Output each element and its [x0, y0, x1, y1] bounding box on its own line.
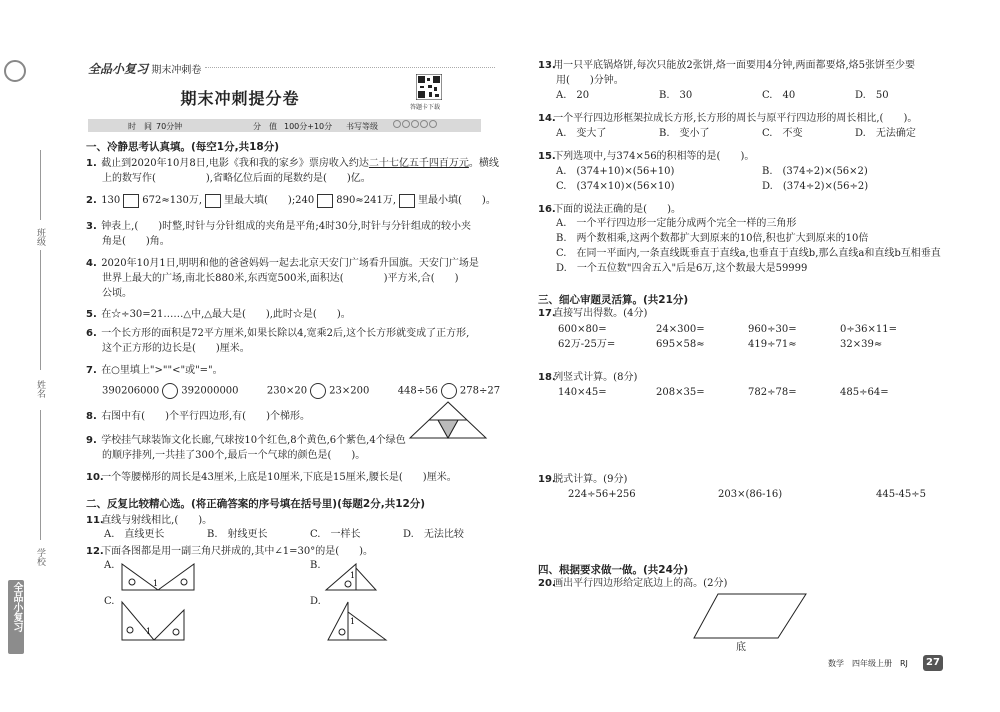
triangle-set-d	[322, 598, 392, 644]
calc: 485÷64=	[840, 387, 889, 398]
svg-text:1: 1	[146, 627, 152, 636]
q9: 9. 学校挂气球装饰文化长廊,气球按10个红色,8个黄色,6个紫色,4个绿色	[86, 435, 406, 446]
q12: 12. 下面各图都是用一副三角尺拼成的,其中∠1=30°的是( )。	[86, 546, 374, 557]
section-1-heading: 一、冷静思考认真填。(每空1分,共18分)	[86, 141, 280, 153]
calc: 600×80=	[558, 324, 607, 335]
q18: 18. 列竖式计算。(8分)	[538, 372, 638, 383]
option-b[interactable]: B. 射线更长	[207, 529, 268, 540]
compare-circle[interactable]	[310, 383, 326, 399]
option-a[interactable]: A. 一个平行四边形一定能分成两个完全一样的三角形	[556, 218, 797, 229]
parallelogram-figure	[690, 590, 810, 642]
option-c[interactable]: C. 在同一平面内,一条直线既垂直于直线a,也垂直于直线b,那么直线a和直线b互相垂直	[556, 248, 941, 259]
q3: 3. 钟表上,( )时整,时针与分针组成的夹角是平角;4时30分,时针与分针组成的较小夹	[86, 221, 471, 232]
calc: 24×300=	[656, 324, 705, 335]
name-line	[40, 250, 41, 370]
option-d[interactable]: D. 50	[855, 90, 889, 101]
q1: 1. 截止到2020年10月8日,电影《我和我的家乡》票房收入约达二十七亿五千四百万元。横线	[86, 158, 499, 169]
q3-line2: 角是( )角。	[102, 236, 170, 247]
option-a[interactable]: A. 20	[556, 90, 590, 101]
q6-line2: 这个正方形的边长是( )厘米。	[102, 343, 250, 354]
grade-label: 书写等级	[346, 122, 378, 131]
score-value: 100分+10分	[284, 122, 333, 131]
calc: 203×(86-16)	[718, 489, 783, 500]
q4: 4. 2020年10月1日,明明和他的爸爸妈妈一起去北京天安门广场看升国旗。天安门广场是	[86, 258, 479, 269]
q1-line2: 上的数写作( ),省略亿位后面的尾数约是( )亿。	[102, 173, 371, 184]
section-3-heading: 三、细心审题灵活算。(共21分)	[538, 294, 689, 306]
page-title: 期末冲刺提分卷	[180, 89, 300, 108]
q15: 15. 下列选项中,与374×56的积相等的是( )。	[538, 151, 755, 162]
q6: 6. 一个长方形的面积是72平方厘米,如果长除以4,宽乘2后,这个长方形就变成了正方形,	[86, 328, 470, 339]
score-label: 分 值	[253, 122, 277, 131]
svg-text:1: 1	[350, 617, 356, 626]
school-line	[40, 410, 41, 540]
calc: 224÷56+256	[568, 489, 636, 500]
side-brand-logo: 全品小复习	[8, 580, 24, 654]
time-label: 时 间	[128, 122, 152, 131]
triangle-set-a	[118, 560, 198, 596]
qr-label: 答题卡下载	[410, 104, 441, 111]
header-divider	[205, 67, 495, 68]
q20: 20. 画出平行四边形给定底边上的高。(2分)	[538, 578, 728, 589]
base-label: 底	[736, 642, 746, 653]
triangle-set-b	[322, 560, 382, 596]
trapezoid-figure	[408, 400, 488, 440]
section-4-heading: 四、根据要求做一做。(共24分)	[538, 564, 689, 576]
series-label: · 期末冲刺卷	[145, 65, 202, 76]
answer-box[interactable]	[399, 194, 415, 208]
school-label: 学校	[35, 548, 45, 566]
q11: 11. 直线与射线相比,( )。	[86, 515, 213, 526]
q13: 13. 用一只平底锅烙饼,每次只能放2张饼,烙一面要用4分钟,两面都要烙,烙5张饼至少要	[538, 60, 915, 71]
q7: 7. 在○里填上">""<"或"="。	[86, 365, 223, 376]
q7-row: 390206000 392000000 230×20 23×200 448÷56 278÷27	[102, 383, 500, 399]
option-c[interactable]: C.	[104, 596, 115, 607]
q8: 8. 右图中有( )个平行四边形,有( )个梯形。	[86, 411, 310, 422]
q14: 14. 一个平行四边形框架拉成长方形,长方形的周长与原平行四边形的周长相比,( )。	[538, 113, 918, 124]
option-d[interactable]: D. 无法比较	[403, 529, 464, 540]
option-d[interactable]: D. 一个五位数"四舍五入"后是6万,这个数最大是59999	[556, 263, 808, 274]
info-bar	[88, 119, 481, 132]
time-value: 70分钟	[156, 122, 183, 131]
q13-line2: 用( )分钟。	[556, 75, 624, 86]
q5: 5. 在☆÷30=21……△中,△最大是( ),此时☆是( )。	[86, 309, 351, 320]
calc: 960÷30=	[748, 324, 797, 335]
calc: 419÷71≈	[748, 339, 797, 350]
calc: 32×39≈	[840, 339, 883, 350]
option-a[interactable]: A. 变大了	[556, 128, 607, 139]
option-b[interactable]: B. (374÷2)×(56×2)	[762, 166, 868, 177]
option-c[interactable]: C. (374×10)×(56×10)	[556, 181, 675, 192]
calc: 782÷78=	[748, 387, 797, 398]
q19: 19. 脱式计算。(9分)	[538, 474, 628, 485]
footer-text: 数学 四年级上册 RJ	[828, 659, 908, 668]
option-a[interactable]: A.	[104, 560, 115, 571]
option-b[interactable]: B. 30	[659, 90, 693, 101]
option-b[interactable]: B.	[310, 560, 321, 571]
q2: 2. 130 672≈130万, 里最大填( );240 890≈241万, 里最小填( )。	[86, 195, 496, 206]
seal-emblem-icon	[4, 60, 26, 82]
option-d[interactable]: D.	[310, 596, 321, 607]
svg-text:1: 1	[350, 571, 356, 580]
svg-text:1: 1	[153, 579, 159, 588]
q4-line3: 公顷。	[102, 288, 132, 299]
option-c[interactable]: C. 不变	[762, 128, 803, 139]
q16: 16. 下面的说法正确的是( )。	[538, 204, 681, 215]
name-label: 姓名	[35, 380, 45, 398]
calc: 0÷36×11=	[840, 324, 897, 335]
qr-code-icon[interactable]	[416, 74, 442, 100]
q4-line2: 世界上最大的广场,南北长880米,东西宽500米,面积达( )平方米,合( )	[102, 273, 459, 284]
class-line	[40, 150, 41, 220]
option-b[interactable]: B. 两个数相乘,这两个数都扩大到原来的10倍,积也扩大到原来的10倍	[556, 233, 869, 244]
class-label: 班级	[35, 228, 45, 246]
option-c[interactable]: C. 一样长	[310, 529, 361, 540]
calc: 695×58≈	[656, 339, 705, 350]
q9-line2: 的顺序排列,一共挂了300个,最后一个气球的颜色是( )。	[102, 450, 366, 461]
answer-box[interactable]	[123, 194, 139, 208]
q10: 10. 一个等腰梯形的周长是43厘米,上底是10厘米,下底是15厘米,腰长是( )厘米。	[86, 472, 457, 483]
answer-box[interactable]	[205, 194, 221, 208]
option-b[interactable]: B. 变小了	[659, 128, 710, 139]
compare-circle[interactable]	[162, 383, 178, 399]
brand-logo: 全品小复习	[88, 62, 149, 76]
option-d[interactable]: D. 无法确定	[855, 128, 916, 139]
calc: 140×45=	[558, 387, 607, 398]
page-number: 27	[923, 655, 943, 671]
q17: 17. 直接写出得数。(4分)	[538, 308, 648, 319]
option-c[interactable]: C. 40	[762, 90, 796, 101]
option-a[interactable]: A. 直线更长	[104, 529, 165, 540]
compare-circle[interactable]	[441, 383, 457, 399]
calc: 445-45÷5	[876, 489, 926, 500]
option-d[interactable]: D. (374÷2)×(56÷2)	[762, 181, 869, 192]
answer-box[interactable]	[317, 194, 333, 208]
grade-stars	[393, 120, 438, 130]
calc: 208×35=	[656, 387, 705, 398]
section-2-heading: 二、反复比较精心选。(将正确答案的序号填在括号里)(每题2分,共12分)	[86, 498, 426, 510]
triangle-set-c	[118, 598, 188, 644]
calc: 62万-25万=	[558, 339, 616, 350]
option-a[interactable]: A. (374+10)×(56+10)	[556, 166, 675, 177]
